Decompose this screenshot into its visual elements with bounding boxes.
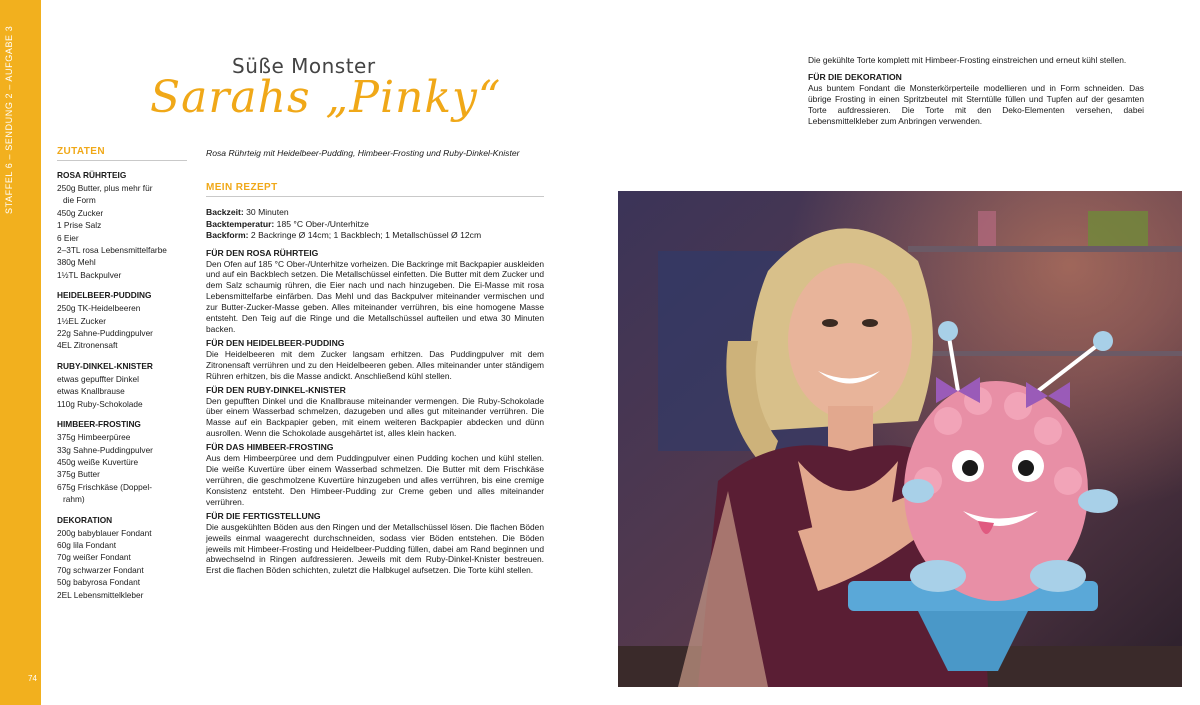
ingredient-item: 50g babyrosa Fondant xyxy=(57,577,141,588)
ingredients-heading: ZUTATEN xyxy=(57,146,187,161)
step-title: FÜR DIE FERTIGSTELLUNG xyxy=(206,510,321,521)
meta-value: 2 Backringe Ø 14cm; 1 Backblech; 1 Metallschüssel Ø 12cm xyxy=(248,230,482,240)
recipe-column xyxy=(206,182,544,579)
ingredient-item: etwas Knallbrause xyxy=(57,386,125,397)
ingredient-group-title: HEIDELBEER-PUDDING xyxy=(57,290,152,301)
ingredient-item: 375g Butter xyxy=(57,469,100,480)
meta-line xyxy=(206,230,544,242)
ingredient-item: 6 Eier xyxy=(57,232,79,243)
ingredient-item: 33g Sahne-Puddingpulver xyxy=(57,444,153,455)
photo-illustration xyxy=(618,191,1182,687)
ingredient-item: 1½EL Zucker xyxy=(57,315,107,326)
ingredient-item: 375g Himbeerpüree xyxy=(57,432,131,443)
ingredient-item: 675g Frischkäse (Doppel- xyxy=(57,481,152,492)
ingredient-item: 200g babyblauer Fondant xyxy=(57,527,152,538)
step-text: Die Heidelbeeren mit dem Zucker langsam erhitzen. Das Puddingpulver mit dem Zitronensaft verrühren und zu den Heidelbeeren geben. Alles miteinander unter ständigem Rühren erhitzen, bis die Masse andickt. Anschließend kühl stellen. xyxy=(206,348,544,381)
ingredient-group xyxy=(57,290,187,352)
chef-with-monster-cake-photo xyxy=(618,191,1182,687)
ingredient-group xyxy=(57,419,187,505)
ingredient-group-title: RUBY-DINKEL-KNISTER xyxy=(57,360,153,371)
recipe-subtitle: Süße Monster xyxy=(232,54,376,78)
step-title: FÜR DAS HIMBEER-FROSTING xyxy=(206,442,334,453)
recipe-step xyxy=(206,442,544,508)
ingredient-item: 22g Sahne-Puddingpulver xyxy=(57,328,153,339)
meta-value: 185 °C Ober-/Unterhitze xyxy=(274,218,369,229)
step-title: FÜR DIE DEKORATION xyxy=(808,71,902,82)
step-title: FÜR DEN RUBY-DINKEL-KNISTER xyxy=(206,384,346,395)
ingredient-item: etwas gepuffter Dinkel xyxy=(57,373,139,384)
recipe-meta xyxy=(206,207,544,242)
decoration-column xyxy=(808,55,1144,130)
sidebar-episode-label: STAFFEL 6 – SENDUNG 2 – AUFGABE 3 xyxy=(4,25,14,214)
ingredient-group xyxy=(57,515,187,601)
step-text: Den Ofen auf 185 °C Ober-/Unterhitze vorheizen. Die Backringe mit Backpapier auskleiden und auf ein Backblech setzen. Die Metallschüssel einfetten. Die Butter mit dem Zucker und dem Salz schaumig rühren, die Eier nach und nach hinzugeben. Die Ei-Masse mit rosa Lebensmittelfarbe einfärben. Das Mehl und das Backpulver miteinander vermischen und zur Butter-Zucker-Masse geben. Alles miteinander verrühren, bis eine homogene Masse entsteht. Den Teig auf die Ringe und die Metallschüssel aufteilen und etwa 30 Minuten backen. xyxy=(206,258,544,334)
step-text: Aus buntem Fondant die Monsterkörperteile modellieren und in Form schneiden. Das übrige Frosting in einen Spritzbeutel mit Sterntülle füllen und Tupfen auf der gesamten Torte aufdressieren. Die Torte mit den Deko-Elementen versehen, dabei Lebensmittelkleber zum Anbringen verwenden. xyxy=(808,82,1144,126)
ingredient-item: 1½TL Backpulver xyxy=(57,269,122,280)
meta-label: Backform: xyxy=(206,230,249,240)
step-text: Aus dem Himbeerpüree und dem Puddingpulver einen Pudding kochen und kühl stellen. Die weiße Kuvertüre über einem Wasserbad schmelzen. Die Butter mit dem Frischkäse verrühren, die geschmolzene Kuvertüre hinzugeben und alles verrühren, bis eine cremige Konsistenz entsteht. Den Himbeer-Pudding zur Creme geben und alles miteinander verrühren. xyxy=(206,453,544,507)
frosting-note: Die gekühlte Torte komplett mit Himbeer-Frosting einstreichen und erneut kühl stellen. xyxy=(808,55,1127,65)
ingredient-item: 4EL Zitronensaft xyxy=(57,340,118,351)
ingredients-column xyxy=(57,146,187,610)
ingredient-item: 2EL Lebensmittelkleber xyxy=(57,589,144,600)
ingredient-item: 450g Zucker xyxy=(57,207,104,218)
ingredient-group-title: HIMBEER-FROSTING xyxy=(57,419,141,430)
recipe-heading: MEIN REZEPT xyxy=(206,182,544,197)
meta-label: Backzeit: xyxy=(206,207,244,217)
meta-value: 30 Minuten xyxy=(243,207,289,217)
ingredient-group xyxy=(57,170,187,281)
recipe-step xyxy=(206,338,544,382)
ingredient-item: 70g schwarzer Fondant xyxy=(57,564,144,575)
ingredient-item: 450g weiße Kuvertüre xyxy=(57,456,139,467)
recipe-step xyxy=(206,385,544,440)
step-text: Die ausgekühlten Böden aus den Ringen und der Metallschüssel lösen. Die flachen Böden jeweils einmal waagerecht durchschneiden, sodass vier Böden entstehen. Die Böden jeweils mit Himbeer-Frosting und Heidelbeer-Pudding füllen, dabei am Rand beginnen und abwechselnd in Ringen aufdressieren. Jeweils mit dem Ruby-Dinkel-Knister bestreuen. Erst die flachen Böden schichten, zuletzt die Halbkugel aufsetzen. Die Torte kühl stellen. xyxy=(206,521,544,576)
ingredient-groups xyxy=(57,170,187,601)
meta-line xyxy=(206,207,544,219)
page-number: 74 xyxy=(28,674,37,683)
recipe-step xyxy=(206,511,544,577)
ingredient-group xyxy=(57,361,187,410)
meta-line xyxy=(206,219,544,231)
ingredient-item: 1 Prise Salz xyxy=(57,220,102,231)
step-title: FÜR DEN HEIDELBEER-PUDDING xyxy=(206,337,345,348)
ingredient-item: 110g Ruby-Schokolade xyxy=(57,398,143,409)
recipe-step xyxy=(206,248,544,335)
ingredient-item: rahm) xyxy=(63,494,85,505)
ingredient-item: 2–3TL rosa Lebensmittelfarbe xyxy=(57,245,167,256)
ingredient-item: 250g Butter, plus mehr für xyxy=(57,183,153,193)
ingredient-item: 250g TK-Heidelbeeren xyxy=(57,303,141,314)
ingredient-item: 380g Mehl xyxy=(57,257,96,268)
ingredient-group-title: ROSA RÜHRTEIG xyxy=(57,170,127,180)
ingredient-item: 70g weißer Fondant xyxy=(57,552,131,563)
ingredient-item: die Form xyxy=(63,195,96,206)
step-text: Den gepufften Dinkel und die Knallbrause miteinander vermengen. Die Ruby-Schokolade über einem Wasserbad schmelzen, dazugeben und alles gut miteinander verrühren. Die Masse auf ein Backpapier geben, mit einem weiteren Backpapier abdecken und dünn ausrollen. Wenn die Schokolade ausgehärtet ist, alles klein hacken. xyxy=(206,395,544,439)
ingredient-group-title: DEKORATION xyxy=(57,514,113,525)
recipe-title: Sarahs „Pinky“ xyxy=(150,72,502,123)
ingredient-item: 60g lila Fondant xyxy=(57,539,117,550)
meta-label: Backtemperatur: xyxy=(206,218,275,229)
recipe-intro: Rosa Rührteig mit Heidelbeer-Pudding, Himbeer-Frosting und Ruby-Dinkel-Knister xyxy=(206,148,520,158)
step-title: FÜR DEN ROSA RÜHRTEIG xyxy=(206,247,319,258)
